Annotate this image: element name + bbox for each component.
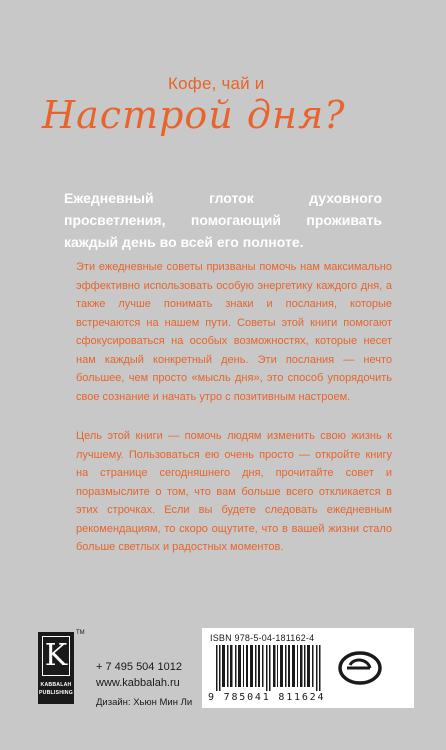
isbn-text: ISBN 978-5-04-181162-4 <box>210 633 315 643</box>
cover-title: Настрой дня? <box>42 93 346 137</box>
designer-credit: Дизайн: Хьюн Мин Ли <box>96 697 193 708</box>
logo-line-2: PUBLISHING <box>39 690 73 696</box>
publisher-phone: + 7 495 504 1012 <box>96 661 182 673</box>
eksmo-e-logo-icon <box>330 649 390 687</box>
barcode-digits: 9 785041 811624 <box>208 692 326 703</box>
trademark-mark: TM <box>76 630 85 636</box>
barcode-icon <box>216 645 322 691</box>
kabbalah-publishing-logo-icon <box>38 632 74 704</box>
logo-letter: K <box>42 636 70 676</box>
publisher-website: www.kabbalah.ru <box>96 677 180 689</box>
body-paragraph-1: Эти ежедневные советы призваны помочь нам максимально эффективно использовать особую энергетику каждого дня, а также лучше понимать знаки и послания, которые встречаются на нашем пути. Советы этой книги помогают сфокусироваться на особых возможностях, которые несет нам каждый конкретный день. Эти послания — нечто большее, чем просто «мысль дня», это способ упорядочить свое сознание и начать утро с позитивным настроем. <box>76 261 392 403</box>
lead-paragraph: Ежедневный глоток духовного просветления, помогающий проживать каждый день во всей его полноте. <box>64 190 382 250</box>
logo-line-1: KABBALAH <box>40 682 72 688</box>
cover-subtitle: Кофе, чай и <box>168 74 265 93</box>
body-paragraph-2: Цель этой книги — помочь людям изменить свою жизнь к лучшему. Пользоваться ею очень просто — откройте книгу на странице сегодняшнего дня, прочитайте совет и поразмыслите о том, что вам больше всего откликается в этих строчках. Если вы будете следовать ежедневным рекомендациям, то скоро ощутите, что в вашей жизни стало больше светлых и радостных моментов. <box>76 430 392 553</box>
